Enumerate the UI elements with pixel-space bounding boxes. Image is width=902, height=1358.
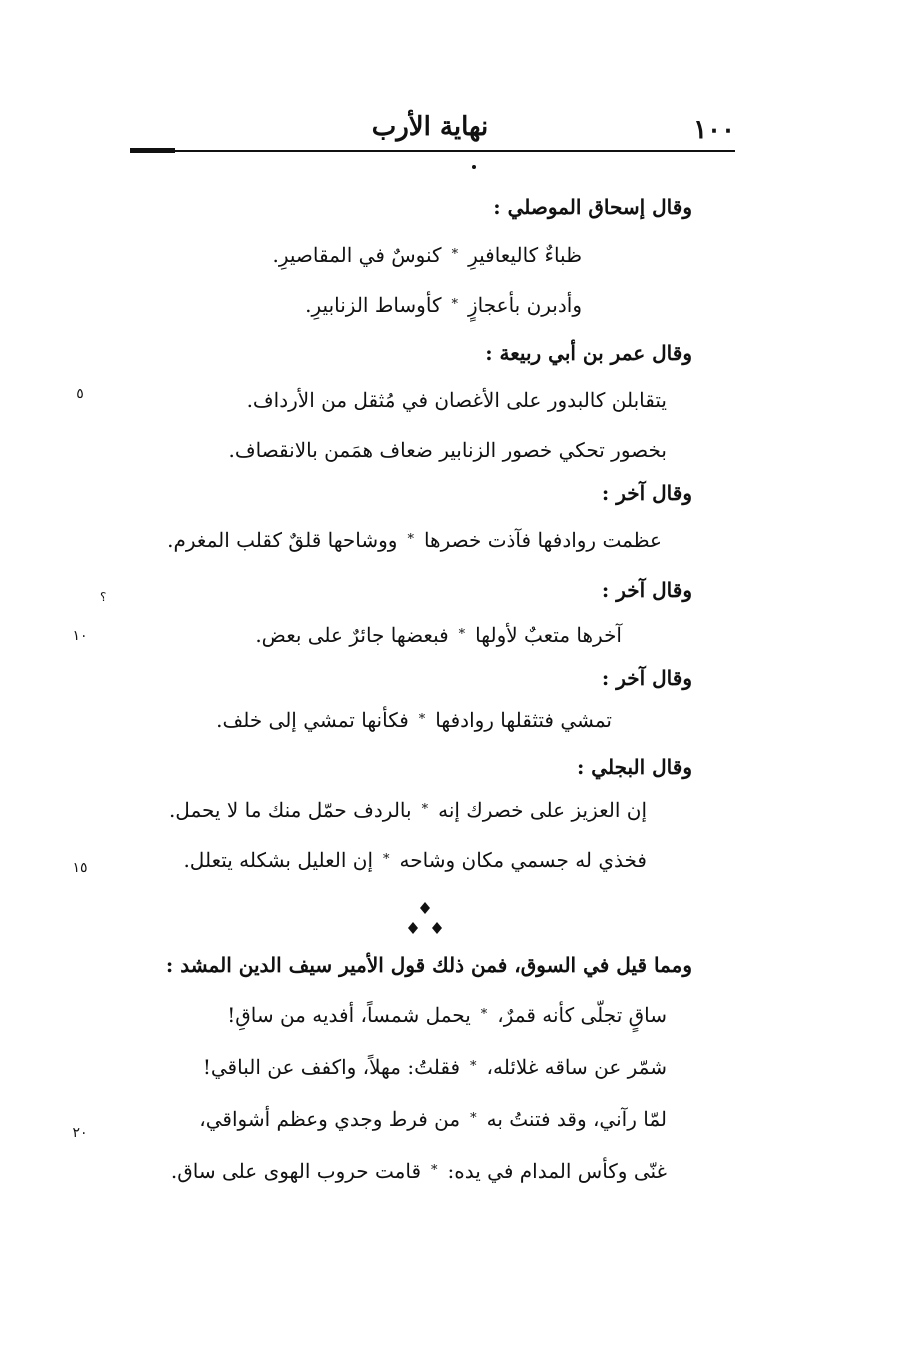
hemistich-left: كنوسٌ في المقاصيرِ. bbox=[272, 243, 442, 267]
intro-saif-al-din: ومما قيل في السوق، فمن ذلك قول الأمير سيف الدين المشد : bbox=[165, 953, 692, 977]
hemistich-right: لمّا رآني، وقد فتنتُ به bbox=[486, 1107, 667, 1131]
verse-line bbox=[216, 705, 612, 735]
hemistich-right: فخذي له جسمي مكان وشاحه bbox=[399, 848, 647, 872]
verse-line bbox=[203, 1052, 667, 1082]
verse-line bbox=[169, 795, 647, 825]
hemistich-left: فكأنها تمشي إلى خلف. bbox=[216, 708, 409, 732]
hemistich-right: غنّى وكأس المدام في يده: bbox=[447, 1159, 667, 1183]
hemistich-left: كأوساط الزنابيرِ. bbox=[305, 293, 442, 317]
verse-separator: * bbox=[407, 532, 414, 547]
verse-line bbox=[167, 525, 662, 555]
hemistich-left: قامت حروب الهوى على ساق. bbox=[170, 1159, 422, 1183]
hemistich-right: تمشي فتثقلها روادفها bbox=[435, 708, 612, 732]
line-number-15: ١٥ bbox=[72, 860, 88, 876]
verse-separator: * bbox=[480, 1007, 488, 1022]
intro-umar: وقال عمر بن أبي ربيعة : bbox=[485, 341, 692, 365]
hemistich-right: ساقٍ تجلّى كأنه قمرٌ، bbox=[497, 1003, 667, 1027]
verse-line bbox=[247, 385, 667, 415]
verse-separator: * bbox=[383, 852, 390, 867]
line-number-5: ٥ bbox=[76, 386, 84, 402]
verse-separator: * bbox=[458, 627, 466, 642]
verse-separator: * bbox=[431, 1163, 438, 1178]
header-rule bbox=[130, 150, 735, 152]
verse-separator: * bbox=[451, 247, 459, 262]
verse-line bbox=[171, 1156, 667, 1186]
verse-full: يتقابلن كالبدور على الأغصان في مُثقل من الأرداف. bbox=[246, 388, 667, 412]
verse-separator: * bbox=[470, 1111, 477, 1126]
hemistich-left: ووشاحها قلقٌ كقلب المغرم. bbox=[167, 528, 398, 552]
verse-line bbox=[255, 620, 622, 650]
verse-separator: * bbox=[451, 297, 458, 312]
verse-line bbox=[199, 1104, 667, 1134]
verse-full: بخصور تحكي خصور الزنابير ضعاف همَمن بالانقصاف. bbox=[228, 438, 667, 462]
intro-other: وقال آخر : bbox=[601, 578, 692, 602]
verse-line bbox=[305, 290, 582, 320]
hemistich-left: من فرط وجدي وعظم أشواقي، bbox=[199, 1107, 461, 1131]
verse-line bbox=[227, 1000, 667, 1030]
intro-bajali: وقال البجلي : bbox=[576, 755, 692, 779]
verse-line bbox=[183, 845, 647, 875]
hemistich-right: شمّر عن ساقه غلائله، bbox=[486, 1055, 667, 1079]
section-ornament bbox=[400, 900, 450, 940]
stray-mark: ؟ bbox=[100, 590, 107, 604]
intro-ishaq: وقال إسحاق الموصلي : bbox=[493, 195, 692, 219]
verse-line bbox=[229, 435, 667, 465]
hemistich-left: إن العليل بشكله يتعلل. bbox=[183, 848, 374, 872]
print-dot bbox=[472, 165, 476, 169]
hemistich-right: وأدبرن بأعجازٍ bbox=[467, 293, 582, 317]
hemistich-right: آخرها متعبٌ لأولها bbox=[475, 623, 622, 647]
intro-other: وقال آخر : bbox=[601, 666, 692, 690]
header-rule-end bbox=[130, 148, 175, 153]
line-number-10: ١٠ bbox=[72, 628, 88, 644]
verse-separator: * bbox=[421, 802, 429, 817]
line-number-20: ٢٠ bbox=[72, 1125, 88, 1141]
verse-line bbox=[272, 240, 582, 270]
intro-other: وقال آخر : bbox=[601, 481, 692, 505]
hemistich-left: فقلتُ: مهلاً، واكفف عن الباقي! bbox=[202, 1055, 461, 1079]
hemistich-left: يحمل شمساً، أفديه من ساقِ! bbox=[227, 1003, 471, 1027]
hemistich-right: إن العزيز على خصرك إنه bbox=[438, 798, 647, 822]
verse-separator: * bbox=[470, 1059, 477, 1074]
hemistich-left: فبعضها جائرٌ على بعض. bbox=[255, 623, 449, 647]
page-number: ١٠٠ bbox=[693, 115, 735, 145]
hemistich-right: عظمت روادفها فآذت خصرها bbox=[423, 528, 662, 552]
verse-separator: * bbox=[418, 712, 426, 727]
hemistich-right: ظباءٌ كاليعافيرِ bbox=[468, 243, 582, 267]
running-title: نهاية الأرب bbox=[371, 112, 489, 142]
hemistich-left: بالردف حمّل منك ما لا يحمل. bbox=[168, 798, 412, 822]
